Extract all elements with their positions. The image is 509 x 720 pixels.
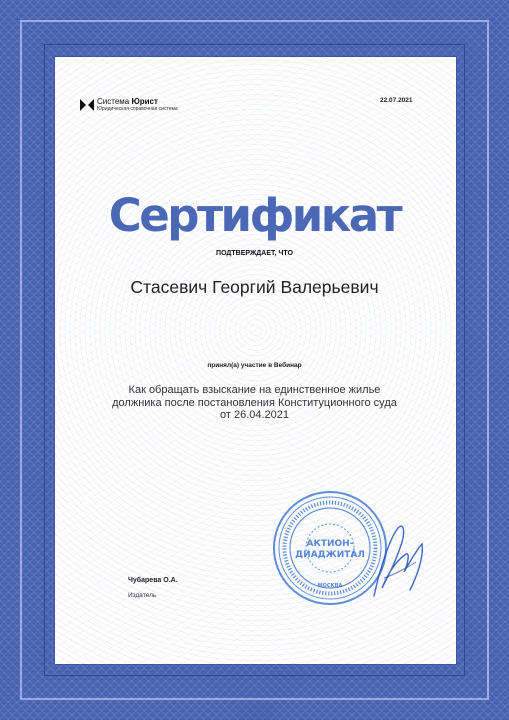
topic-line: должника после постановления Конституционного суда (112, 396, 397, 409)
issue-date: 22.07.2021 (380, 97, 413, 104)
signer-role: Издатель (128, 592, 157, 599)
recipient-name: Стасевич Георгий Валерьевич (130, 277, 379, 297)
certificate-title: Сертификат (108, 189, 401, 242)
logo-name-prefix: Система (97, 97, 130, 106)
seal-text: ДИАДЖИТАЛ (295, 550, 365, 560)
logo-name (97, 97, 178, 106)
handwritten-signature (360, 518, 430, 608)
logo-subtitle: Юридическая справочная система (97, 106, 178, 112)
participation-text: принял(а) участие в Вебинар (207, 362, 302, 369)
sistema-yurist-logo (80, 97, 178, 113)
seal-city: МОСКВА (317, 583, 343, 589)
signer-name: Чубарева О.А. (128, 577, 178, 584)
webinar-topic (0, 384, 509, 422)
topic-line: от 26.04.2021 (219, 409, 290, 421)
seal-text: АКТИОН- (306, 539, 354, 549)
topic-line: Как обращать взыскание на единственное жилье (128, 384, 381, 396)
logo-name-bold: Юрист (131, 97, 158, 106)
confirms-text: ПОДТВЕРЖДАЕТ, ЧТО (216, 250, 293, 257)
sistema-logo-icon (80, 99, 94, 111)
